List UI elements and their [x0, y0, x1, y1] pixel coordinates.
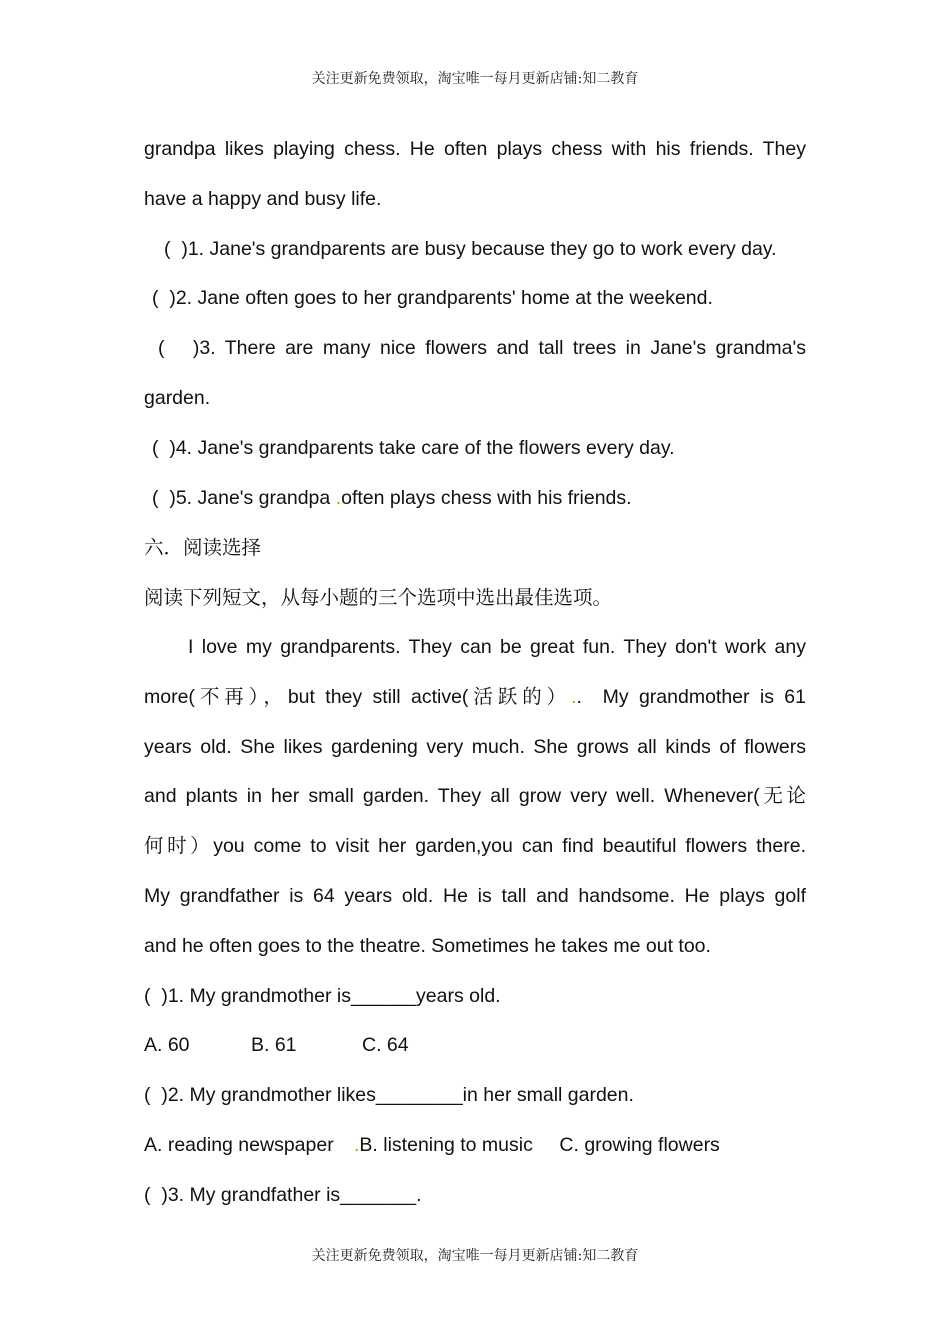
option-b: B. 61 — [251, 1034, 297, 1057]
mc-question-2: ( )2. My grandmother likes________in her small garden. — [144, 1084, 634, 1107]
tf-question-5 — [144, 474, 806, 524]
passage2-line: I love my grandparents. They can be great fun. They don't work any — [188, 635, 806, 658]
mc-question-3: ( )3. My grandfather is_______. — [144, 1183, 422, 1206]
passage2-line: and he often goes to the theatre. Sometimes he takes me out too. — [144, 934, 711, 957]
tf-question-3-cont: garden. — [144, 386, 211, 409]
option-b: B. listening to music — [359, 1133, 533, 1156]
passage1-line: have a happy and busy life. — [144, 187, 382, 210]
tf-question-5-part: ( )5. Jane's grandpa — [152, 486, 336, 509]
page-header: 关注更新免费领取，淘宝唯一每月更新店铺:知二教育 — [311, 71, 639, 87]
tf-question-5-part: often plays chess with his friends. — [341, 486, 632, 509]
mc-question-2-options — [144, 1121, 806, 1171]
mark-dot: . — [354, 1133, 360, 1156]
mark-dot: . — [335, 486, 342, 509]
option-c: C. growing flowers — [559, 1133, 720, 1156]
section-instruction: 阅读下列短文，从每小题的三个选项中选出最佳选项。 — [144, 586, 613, 610]
tf-question-2: ( )2. Jane often goes to her grandparents' home at the weekend. — [152, 287, 713, 310]
mark-dot: . — [571, 685, 577, 708]
tf-question-3: ( )3. There are many nice flowers and tall trees in Jane's grandma's — [158, 337, 806, 360]
passage2-line: and plants in her small garden. They all grow very well. Whenever(无论 — [144, 785, 806, 808]
document-body — [144, 125, 806, 1221]
passage2-part: more(不再），but they still active(活跃的） — [144, 685, 572, 708]
mc-question-1: ( )1. My grandmother is______years old. — [144, 984, 501, 1007]
passage2-line: 何时）you come to visit her garden,you can find beautiful flowers there. — [144, 835, 806, 858]
option-c: C. 64 — [362, 1034, 409, 1057]
passage2-line: My grandfather is 64 years old. He is tall and handsome. He plays golf — [144, 884, 806, 907]
option-a: A. 60 — [144, 1034, 190, 1057]
tf-question-4: ( )4. Jane's grandparents take care of the flowers every day. — [152, 436, 675, 459]
option-a: A. reading newspaper — [144, 1133, 334, 1156]
passage2-line — [144, 673, 806, 723]
page-footer: 关注更新免费领取，淘宝唯一每月更新店铺:知二教育 — [311, 1248, 639, 1264]
mc-question-1-options — [144, 1021, 806, 1071]
section-title: 六．阅读选择 — [144, 536, 262, 560]
tf-question-1: ( )1. Jane's grandparents are busy because they go to work every day. — [164, 237, 777, 260]
passage2-part: . My grandmother is 61 — [576, 685, 806, 708]
passage1-line: grandpa likes playing chess. He often plays chess with his friends. They — [144, 138, 806, 160]
passage2-line: years old. She likes gardening very much. She grows all kinds of flowers — [144, 735, 806, 758]
